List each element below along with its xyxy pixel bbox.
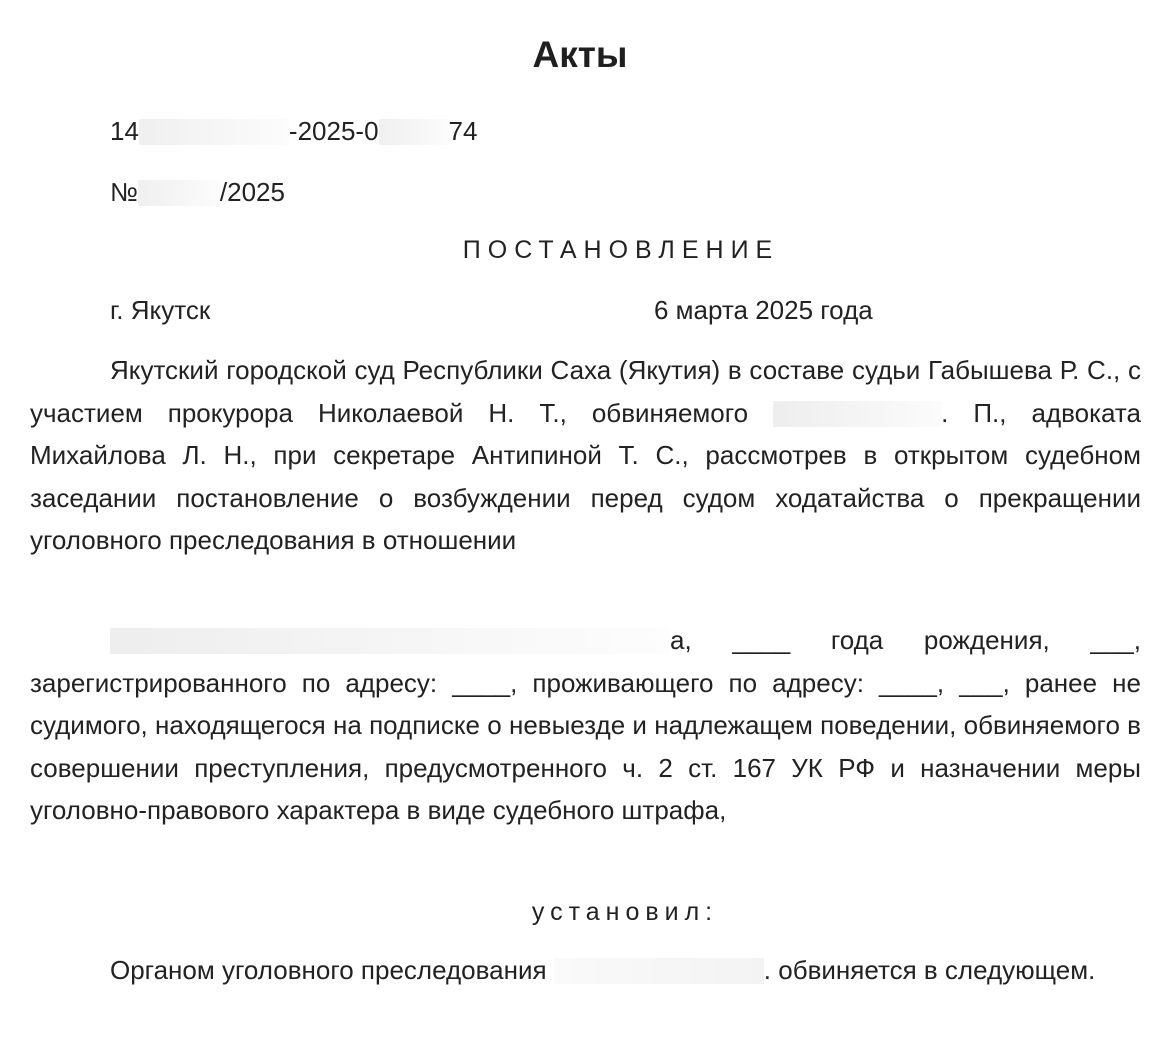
- paragraph-text: . обвиняется в следующем.: [763, 955, 1096, 985]
- case-uid-suffix: 74: [448, 116, 478, 146]
- redacted-block: [139, 119, 289, 145]
- paragraph-text: ____ года рождения, ___, зарегистрированного по адресу: ____, проживающего по адресу: ____, ___, ранее не судимого, находящегося на подписке о невыезде и надлежащем поведении, обвиняемого в совершении преступления, предусмотренного ч. 2 ст. 167 УК РФ и назначении меры уголовно-правового характера в виде судебного штрафа,: [30, 625, 1141, 825]
- decision-city: г. Якутск: [110, 295, 211, 325]
- paragraph-defendant-info: [30, 619, 1141, 832]
- redacted-name: [773, 401, 941, 427]
- redacted-name: [110, 628, 670, 654]
- decision-date: 6 марта 2025 года: [654, 295, 873, 325]
- case-uid-middle: -2025-0: [288, 116, 379, 146]
- established-heading: установил:: [531, 898, 719, 926]
- redacted-block: [138, 180, 220, 206]
- decision-heading: ПОСТАНОВЛЕНИЕ: [462, 236, 780, 264]
- case-number-prefix: №: [110, 177, 138, 207]
- page-title: Акты: [532, 34, 628, 75]
- paragraph-court-composition: [30, 349, 1141, 562]
- paragraph-text: а,: [670, 625, 692, 655]
- redacted-block: [379, 119, 449, 145]
- paragraph-accusation: [30, 949, 1141, 992]
- case-number: [110, 171, 285, 213]
- paragraph-text: Якутский городской суд Республики Саха (Якутия) в составе судьи Габышева Р. С., с участием прокурора Николаевой Н. Т., обвиняемого: [30, 355, 1141, 428]
- paragraph-text: Органом уголовного преследования: [110, 955, 547, 985]
- case-number-suffix: /2025: [219, 177, 285, 207]
- redacted-name: [554, 958, 764, 984]
- case-uid-prefix: 14: [110, 116, 139, 146]
- paragraph-text: . П., адвоката Михайлова Л. Н., при секретаре Антипиной Т. С., рассмотрев в открытом судебном заседании постановление о возбуждении перед судом ходатайства о прекращении уголовного преследования в отношении: [30, 397, 1142, 555]
- case-uid: [110, 110, 477, 152]
